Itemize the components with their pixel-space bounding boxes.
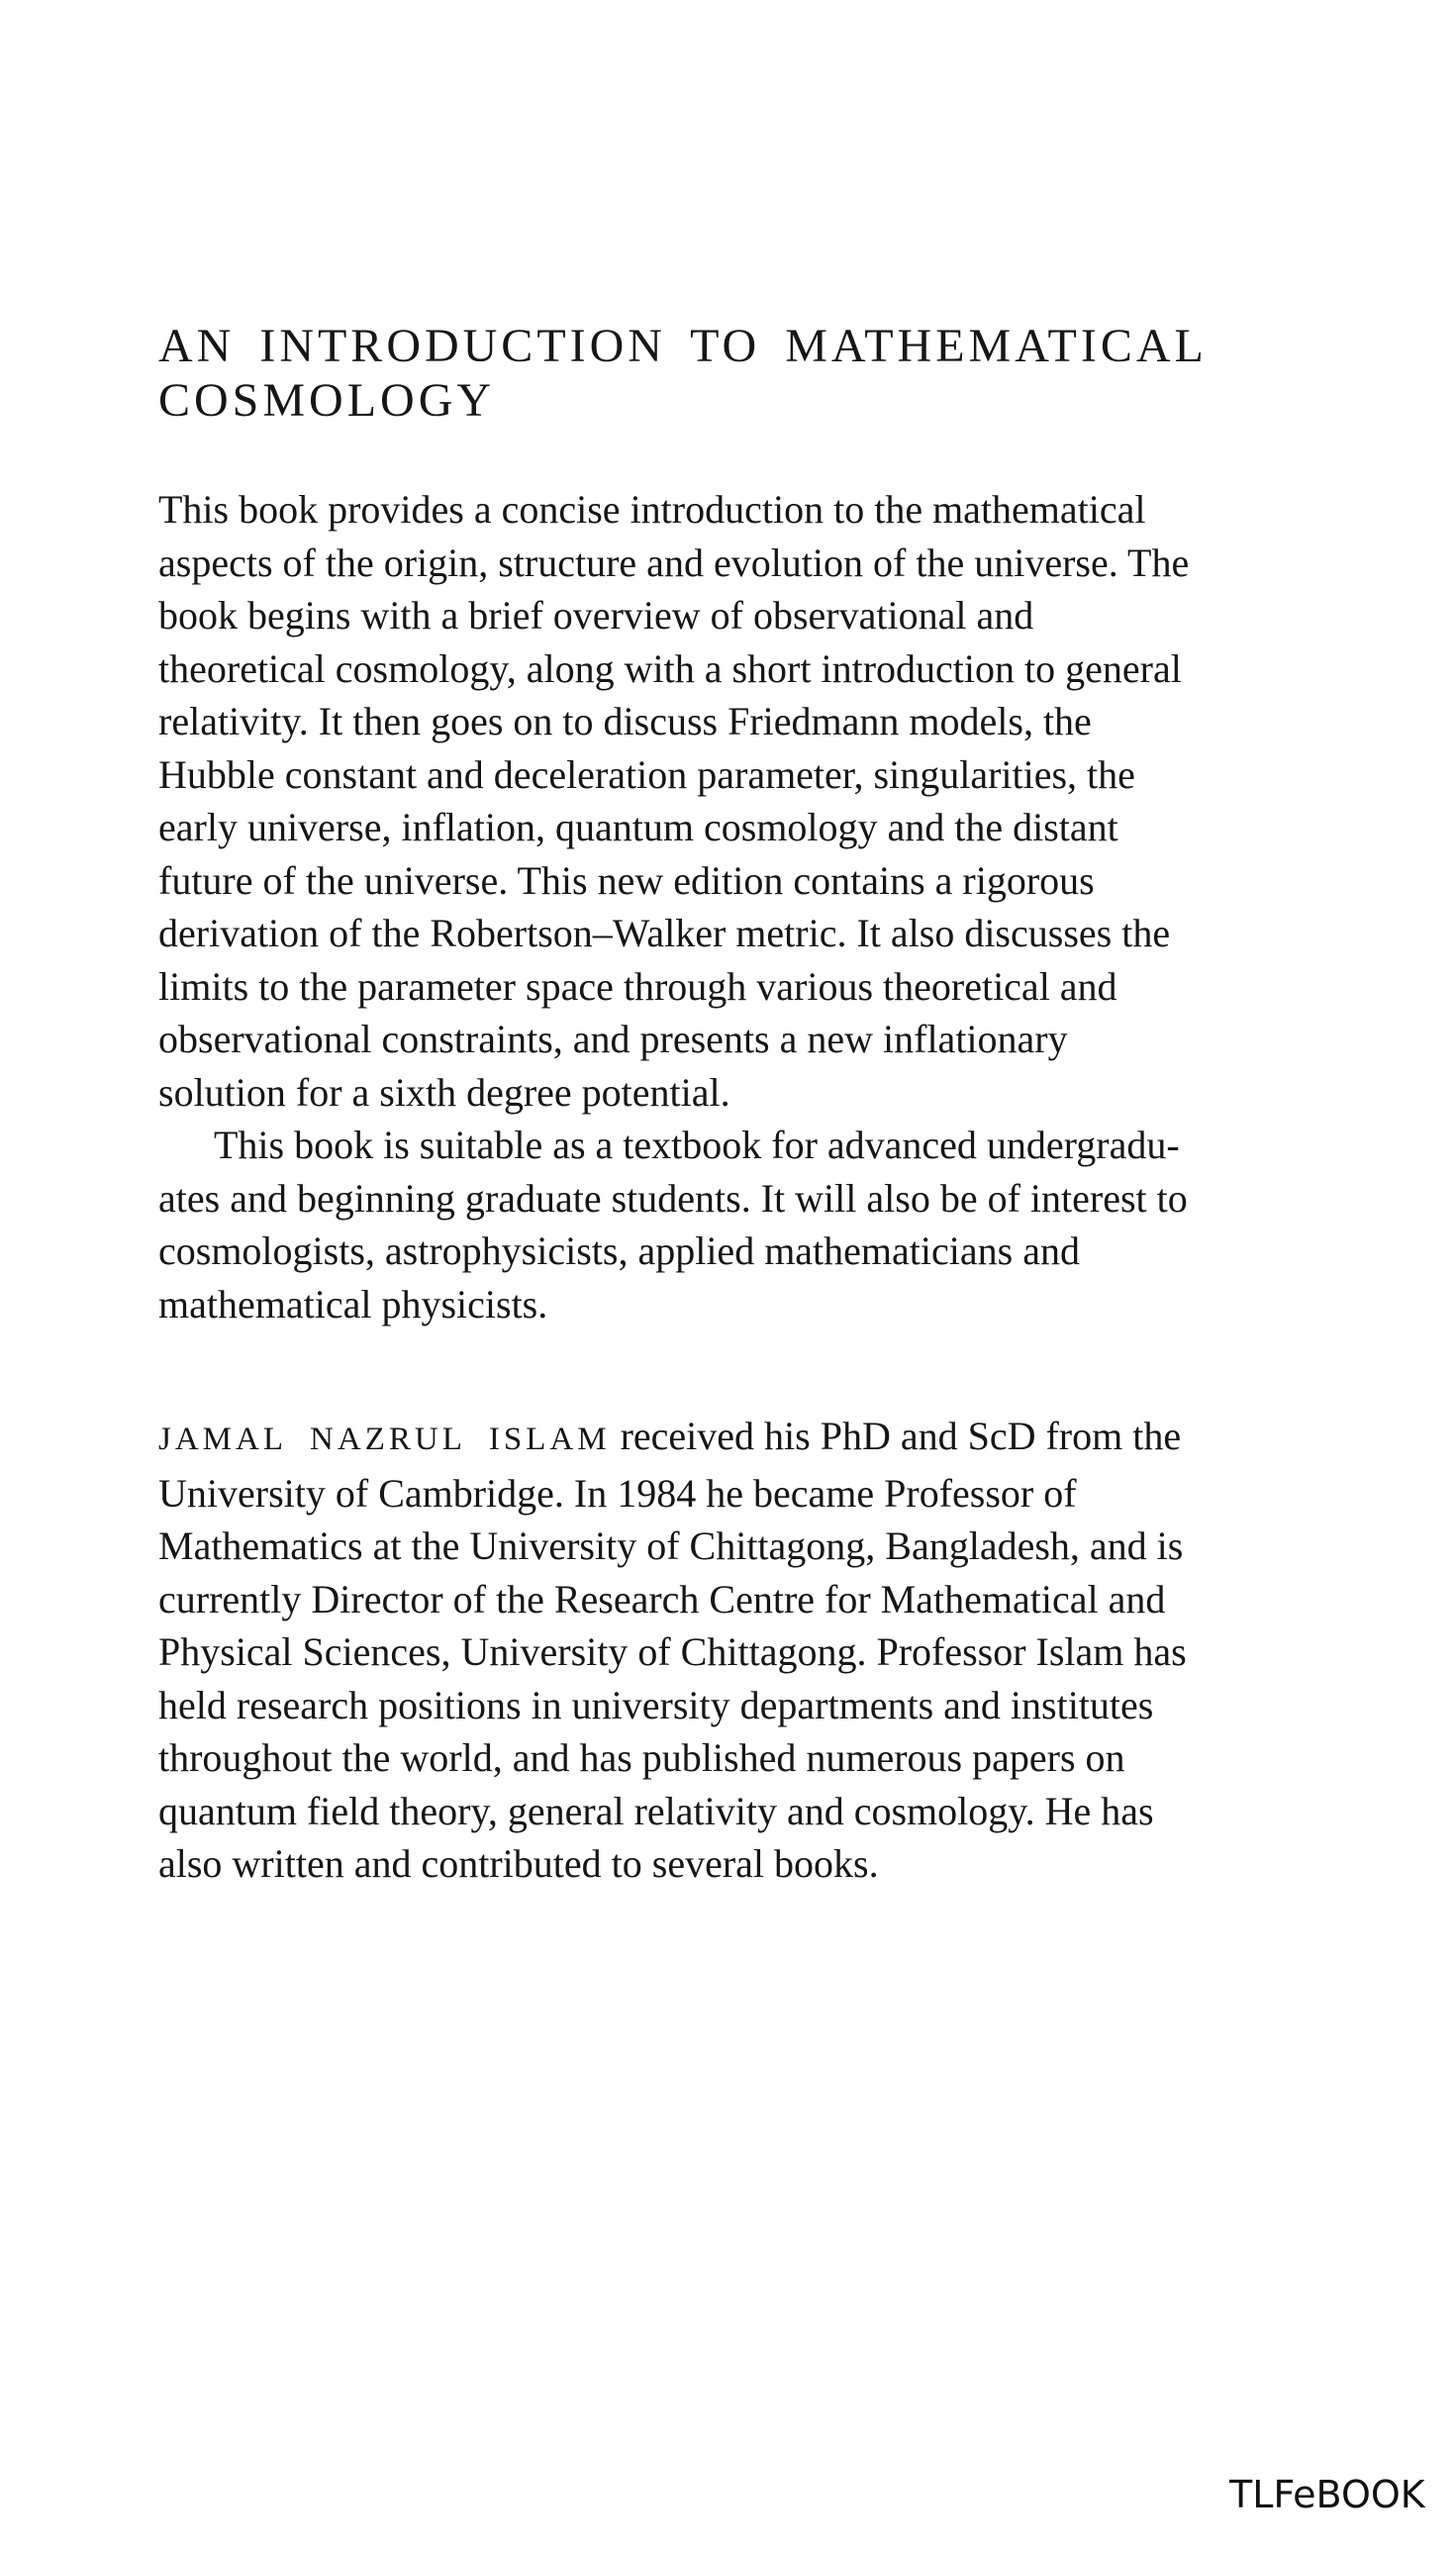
text-line: quantum field theory, general relativity and cosmology. He has — [158, 1788, 1154, 1833]
title-line-1: AN INTRODUCTION TO MATHEMATICAL — [158, 320, 1208, 372]
text-line: also written and contributed to several books. — [158, 1841, 879, 1886]
author-first-line-rest: received his PhD and ScD from the — [610, 1414, 1182, 1458]
text-block — [158, 319, 1326, 1891]
tlfebook-watermark: TLFeBOOK — [1229, 2473, 1425, 2516]
title-line-2: COSMOLOGY — [158, 374, 496, 427]
text-line: University of Cambridge. In 1984 he became Professor of — [158, 1470, 1077, 1516]
text-line: mathematical physicists. — [158, 1281, 548, 1326]
text-line: Hubble constant and deceleration parameter, singularities, the — [158, 751, 1135, 797]
text-line: ates and beginning graduate students. It will also be of interest to — [158, 1175, 1188, 1221]
text-line: derivation of the Robertson–Walker metric. It also discusses the — [158, 911, 1171, 955]
text-line: early universe, inflation, quantum cosmology and the distant — [158, 805, 1118, 849]
text-line: book begins with a brief overview of observational and — [158, 593, 1034, 638]
page-title — [158, 319, 1326, 428]
text-line: relativity. It then goes on to discuss Friedmann models, the — [158, 699, 1092, 743]
audience-paragraph — [158, 1119, 1326, 1330]
text-line: cosmologists, astrophysicists, applied mathematicians and — [158, 1228, 1080, 1273]
text-line: throughout the world, and has published numerous papers on — [158, 1735, 1125, 1780]
text-line: limits to the parameter space through various theoretical and — [158, 963, 1117, 1009]
blurb-paragraph — [158, 483, 1326, 1119]
text-line: solution for a sixth degree potential. — [158, 1069, 730, 1115]
text-line: currently Director of the Research Centre for Mathematical and — [158, 1576, 1166, 1621]
text-line: held research positions in university departments and institutes — [158, 1682, 1154, 1727]
text-line: Mathematics at the University of Chittagong, Bangladesh, and is — [158, 1523, 1184, 1568]
text-line: aspects of the origin, structure and evolution of the universe. The — [158, 540, 1190, 585]
text-line — [158, 1410, 1326, 1467]
text-line: future of the universe. This new edition contains a rigorous — [158, 857, 1095, 903]
text-line: This book provides a concise introduction to the mathematical — [158, 487, 1146, 532]
text-line: theoretical cosmology, along with a short introduction to general — [158, 645, 1182, 691]
author-bio-paragraph — [158, 1410, 1326, 1891]
author-name: JAMAL NAZRUL ISLAM — [158, 1422, 611, 1457]
text-line: Physical Sciences, University of Chittagong. Professor Islam has — [158, 1629, 1187, 1674]
text-line: observational constraints, and presents a new inflationary — [158, 1017, 1068, 1061]
text-line: This book is suitable as a textbook for advanced undergradu- — [214, 1123, 1180, 1167]
